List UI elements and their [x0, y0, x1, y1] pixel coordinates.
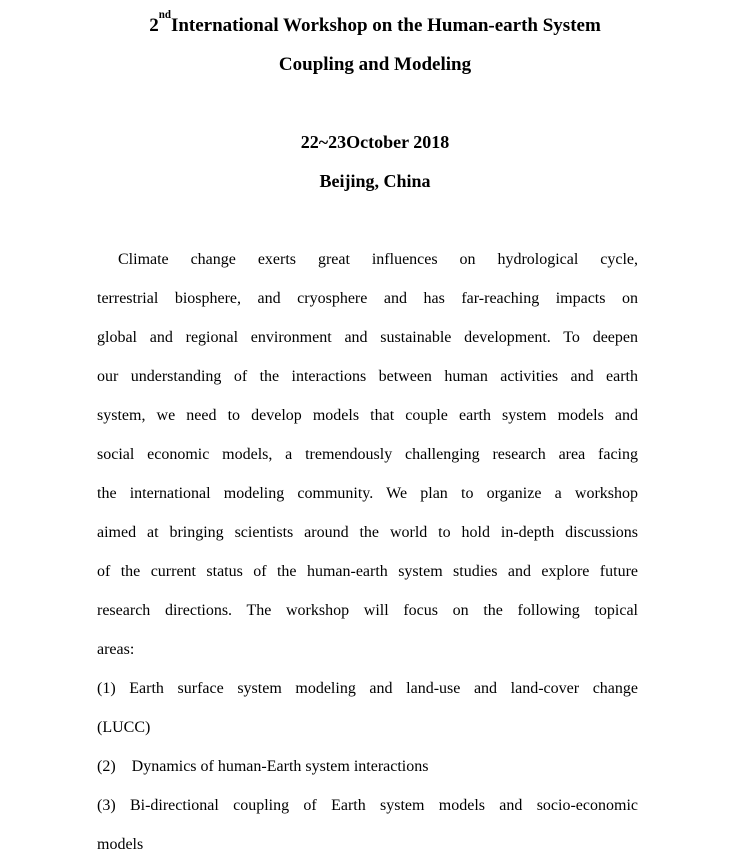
- title-number: 2: [149, 15, 159, 36]
- paragraph-line-1: Climate change exerts great influences on hydrological cycle,: [118, 251, 638, 268]
- paragraph-line-4: our understanding of the interactions between human activities and earth: [97, 368, 638, 385]
- paragraph-line-3: global and regional environment and sustainable development. To deepen: [97, 329, 638, 346]
- paragraph-line-9: of the current status of the human-earth system studies and explore future: [97, 563, 638, 580]
- paragraph-line-10: research directions. The workshop will focus on the following topical: [97, 602, 638, 619]
- paragraph-line-8: aimed at bringing scientists around the world to hold in-depth discussions: [97, 524, 638, 541]
- title-ordinal-superscript: nd: [158, 8, 171, 21]
- workshop-date: 22~23October 2018: [300, 132, 450, 152]
- paragraph-line-5: system, we need to develop models that couple earth system models and: [97, 407, 638, 424]
- topic-2-line: (2) Dynamics of human-Earth system interactions: [97, 758, 429, 775]
- workshop-location: Beijing, China: [319, 171, 431, 191]
- paragraph-line-7: the international modeling community. We plan to organize a workshop: [97, 485, 638, 502]
- topic-3-line-1: (3) Bi-directional coupling of Earth system models and socio-economic: [97, 797, 638, 814]
- topic-1-line-2: (LUCC): [97, 719, 151, 736]
- paragraph-line-6: social economic models, a tremendously challenging research area facing: [97, 446, 638, 463]
- blank-line: [0, 84, 750, 123]
- topic-1-line-1: (1) Earth surface system modeling and land-use and land-cover change: [97, 680, 638, 697]
- topic-3-line-2: models: [97, 836, 144, 853]
- blank-line: [0, 201, 750, 240]
- document-title-line-1: [0, 6, 750, 45]
- paragraph-line-11: areas:: [97, 641, 135, 658]
- title-line-1-text: International Workshop on the Human-earth System: [170, 15, 601, 36]
- document-title-line-2: Coupling and Modeling: [278, 54, 472, 75]
- paragraph-line-2: terrestrial biosphere, and cryosphere and has far-reaching impacts on: [97, 290, 638, 307]
- document-body: [0, 240, 750, 860]
